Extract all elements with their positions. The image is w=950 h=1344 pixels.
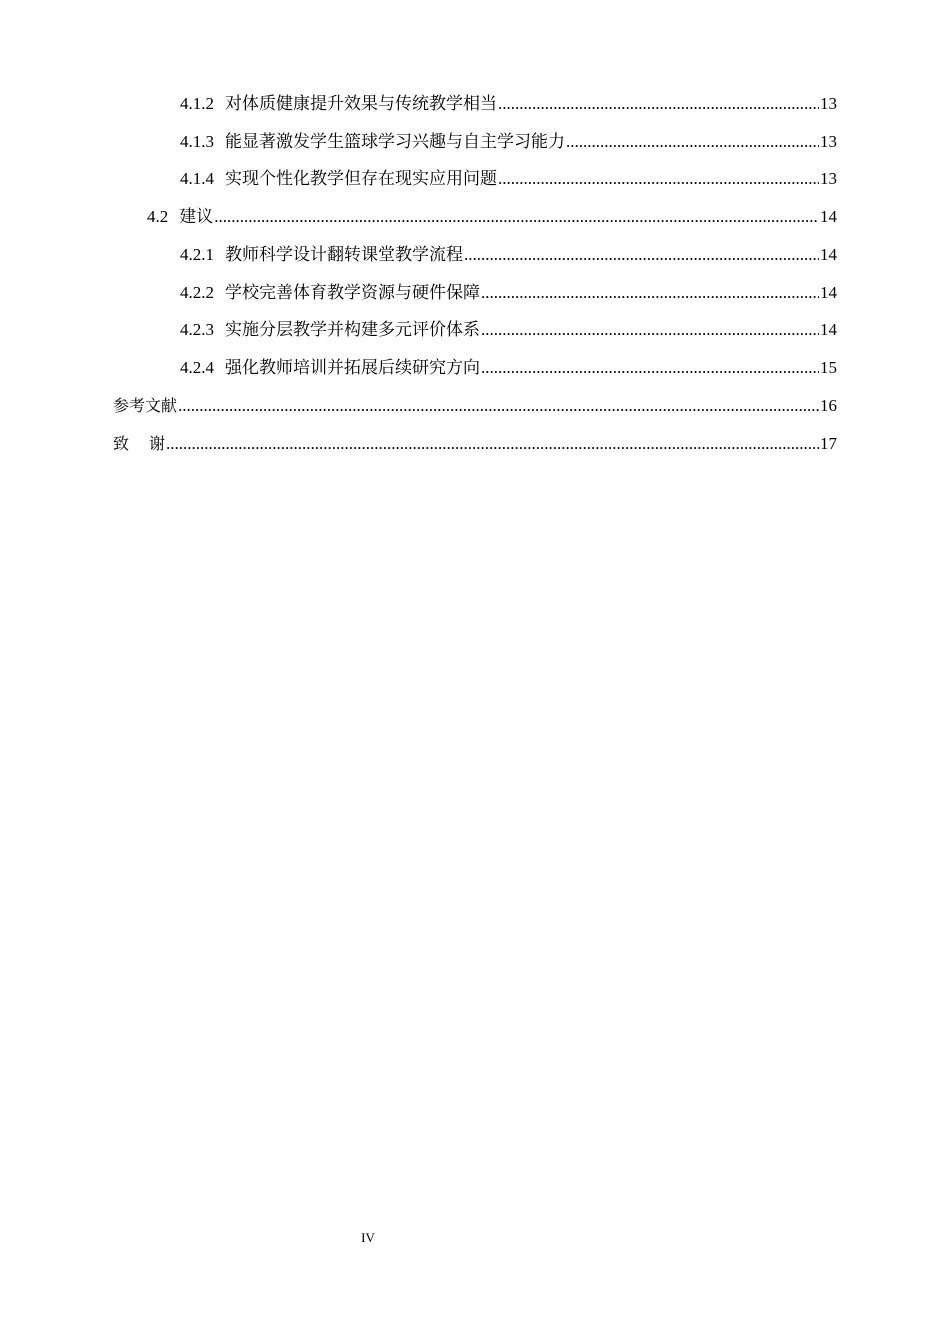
toc-dot-leader bbox=[481, 282, 819, 304]
toc-entry-4-1-4[interactable] bbox=[180, 168, 837, 190]
toc-entry-page: 16 bbox=[820, 396, 837, 415]
toc-dot-leader bbox=[498, 93, 819, 115]
toc-entry-number: 4.2.4 bbox=[180, 358, 214, 377]
toc-entry-number: 4.1.3 bbox=[180, 132, 214, 151]
toc-entry-number: 4.2 bbox=[147, 207, 169, 226]
toc-entry-page: 14 bbox=[820, 320, 837, 339]
toc-entry-4-2-1[interactable] bbox=[180, 244, 837, 266]
toc-entry-title: 参考文献 bbox=[113, 396, 178, 415]
toc-entry-title: 对体质健康提升效果与传统教学相当 bbox=[225, 94, 497, 113]
toc-entry-4-1-2[interactable] bbox=[180, 93, 837, 115]
toc-dot-leader bbox=[566, 131, 819, 153]
page-number: IV bbox=[361, 1230, 375, 1245]
toc-entry-4-2-4[interactable] bbox=[180, 357, 837, 379]
toc-entry-page: 14 bbox=[820, 207, 837, 226]
toc-entry-title: 建议 bbox=[179, 207, 214, 226]
toc-entry-4-2[interactable] bbox=[147, 206, 837, 228]
toc-entry-title: 强化教师培训并拓展后续研究方向 bbox=[225, 358, 480, 377]
toc-entry-number: 4.1.4 bbox=[180, 169, 214, 188]
toc-entry-page: 14 bbox=[820, 245, 837, 264]
toc-entry-title: 能显著激发学生篮球学习兴趣与自主学习能力 bbox=[225, 132, 565, 151]
toc-entry-page: 13 bbox=[820, 94, 837, 113]
toc-entry-number: 4.2.1 bbox=[180, 245, 214, 264]
toc-entry-title: 学校完善体育教学资源与硬件保障 bbox=[225, 283, 480, 302]
toc-entry-page: 13 bbox=[820, 169, 837, 188]
toc-entry-title: 教师科学设计翻转课堂教学流程 bbox=[225, 245, 463, 264]
toc-dot-leader bbox=[498, 168, 819, 190]
toc-entry-4-2-3[interactable] bbox=[180, 319, 837, 341]
toc-entry-page: 14 bbox=[820, 283, 837, 302]
toc-entry-page: 15 bbox=[820, 358, 837, 377]
toc-entry-number: 4.2.2 bbox=[180, 283, 214, 302]
toc-entry-title: 实现个性化教学但存在现实应用问题 bbox=[225, 169, 497, 188]
toc-dot-leader bbox=[178, 395, 819, 417]
toc-dot-leader bbox=[464, 244, 819, 266]
toc-entry-references[interactable] bbox=[113, 395, 837, 417]
toc-entry-4-2-2[interactable] bbox=[180, 282, 837, 304]
toc-entry-title: 实施分层教学并构建多元评价体系 bbox=[225, 320, 480, 339]
toc-entry-page: 13 bbox=[820, 132, 837, 151]
toc-dot-leader bbox=[481, 319, 819, 341]
toc-entry-number: 4.1.2 bbox=[180, 94, 214, 113]
toc-dot-leader bbox=[166, 433, 819, 455]
toc-entry-number: 4.2.3 bbox=[180, 320, 214, 339]
toc-entry-acknowledgements[interactable] bbox=[113, 433, 837, 455]
toc-dot-leader bbox=[214, 206, 819, 228]
toc-entry-title-first: 致 bbox=[113, 434, 150, 453]
toc-entry-page: 17 bbox=[820, 434, 837, 453]
toc-entry-4-1-3[interactable] bbox=[180, 131, 837, 153]
toc-dot-leader bbox=[481, 357, 819, 379]
toc-entry-title-second: 谢 bbox=[149, 434, 166, 453]
